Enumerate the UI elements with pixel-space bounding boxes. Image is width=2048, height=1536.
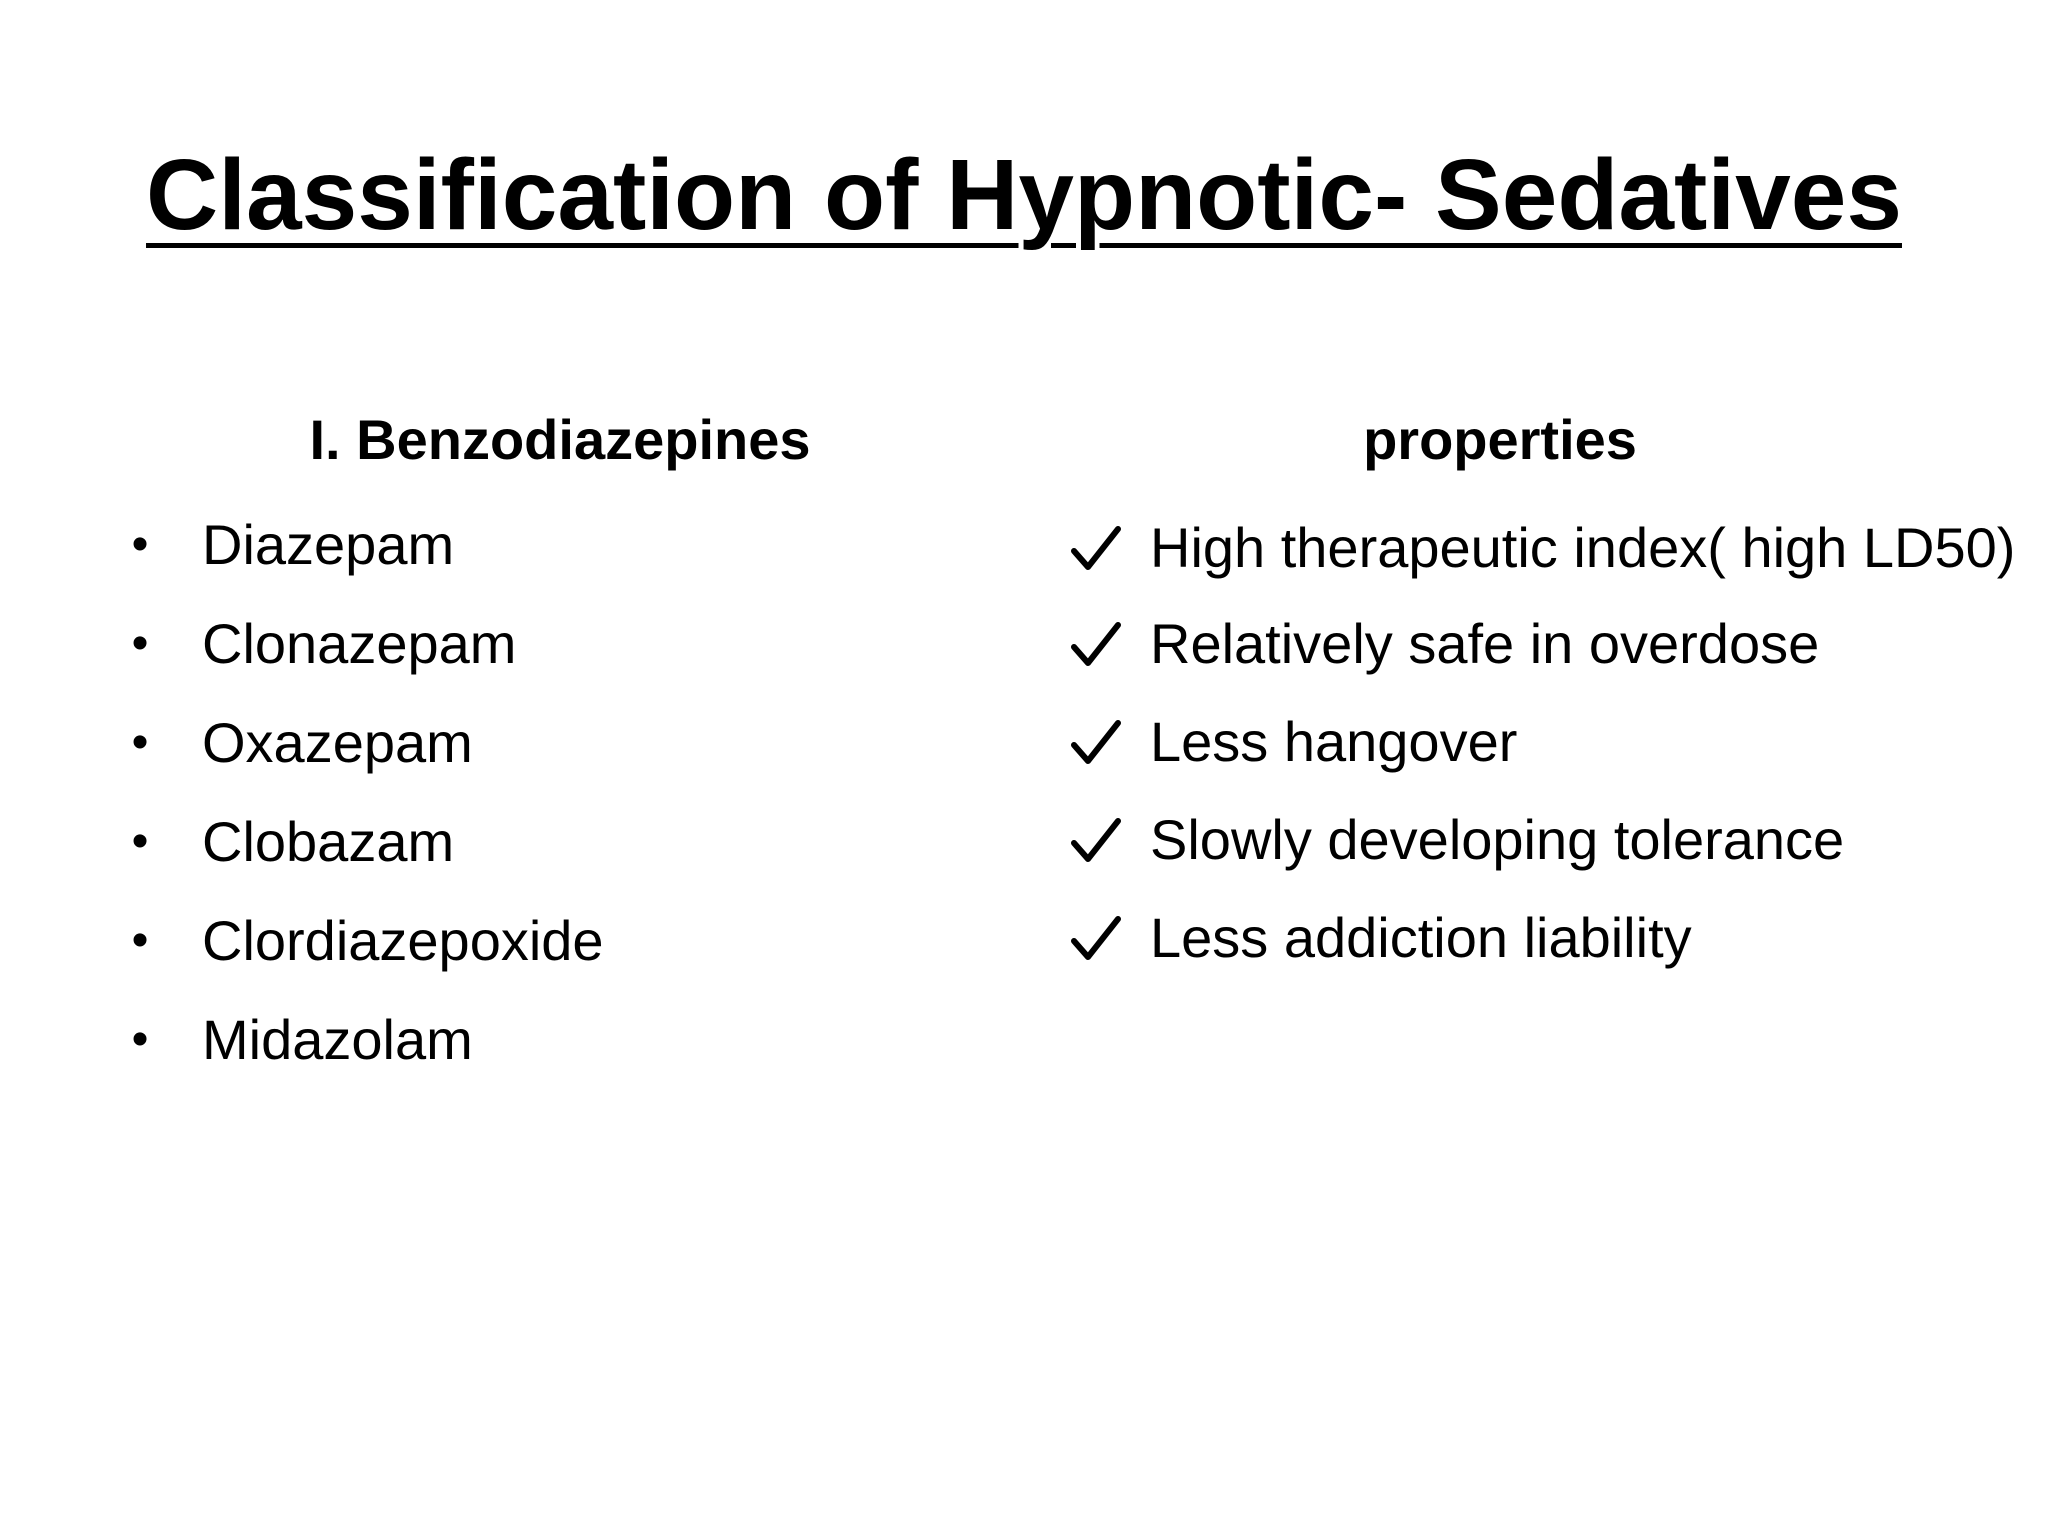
properties-list	[1070, 505, 2016, 993]
list-item-text: Clordiazepoxide	[202, 909, 604, 972]
list-item-text: High therapeutic index( high LD50)	[1150, 516, 2016, 579]
list-item-text: Midazolam	[202, 1008, 473, 1071]
check-mark-icon	[1070, 913, 1122, 965]
bullet-dot-icon: •	[131, 518, 149, 571]
bullet-dot-icon: •	[131, 815, 149, 868]
list-item	[120, 604, 1000, 703]
list-item-text: Less addiction liability	[1150, 906, 1692, 969]
list-item	[120, 505, 1000, 604]
bullet-dot-icon: •	[131, 716, 149, 769]
benzodiazepine-list	[120, 505, 1000, 1099]
right-column-heading: properties	[1363, 408, 1637, 471]
list-item	[120, 901, 1000, 1000]
bullet-dot-icon: •	[131, 1013, 149, 1066]
list-item	[1070, 895, 1970, 981]
check-mark-icon	[1070, 717, 1122, 769]
slide-title	[0, 135, 2048, 255]
list-item-text: Diazepam	[202, 513, 455, 576]
list-item	[120, 802, 1000, 901]
list-item-text: Relatively safe in overdose	[1150, 612, 1820, 675]
check-mark-icon	[1070, 619, 1122, 671]
list-item-text: Clonazepam	[202, 612, 517, 675]
list-item-text: Oxazepam	[202, 711, 473, 774]
list-item-text: Slowly developing tolerance	[1150, 808, 1845, 871]
bullet-dot-icon: •	[131, 914, 149, 967]
list-item-text: Less hangover	[1150, 710, 1518, 773]
left-column-heading: I. Benzodiazepines	[309, 408, 811, 471]
check-mark-icon	[1070, 815, 1122, 867]
slide-title-text: Classification of Hypnotic- Sedatives	[146, 139, 1902, 251]
list-item	[120, 703, 1000, 802]
list-item	[1070, 505, 2016, 591]
list-item	[1070, 797, 1970, 883]
check-mark-icon	[1070, 523, 1122, 575]
list-item	[120, 1000, 1000, 1099]
list-item	[1070, 699, 1970, 785]
list-item-text: Clobazam	[202, 810, 455, 873]
list-item	[1070, 601, 1970, 687]
bullet-dot-icon: •	[131, 617, 149, 670]
